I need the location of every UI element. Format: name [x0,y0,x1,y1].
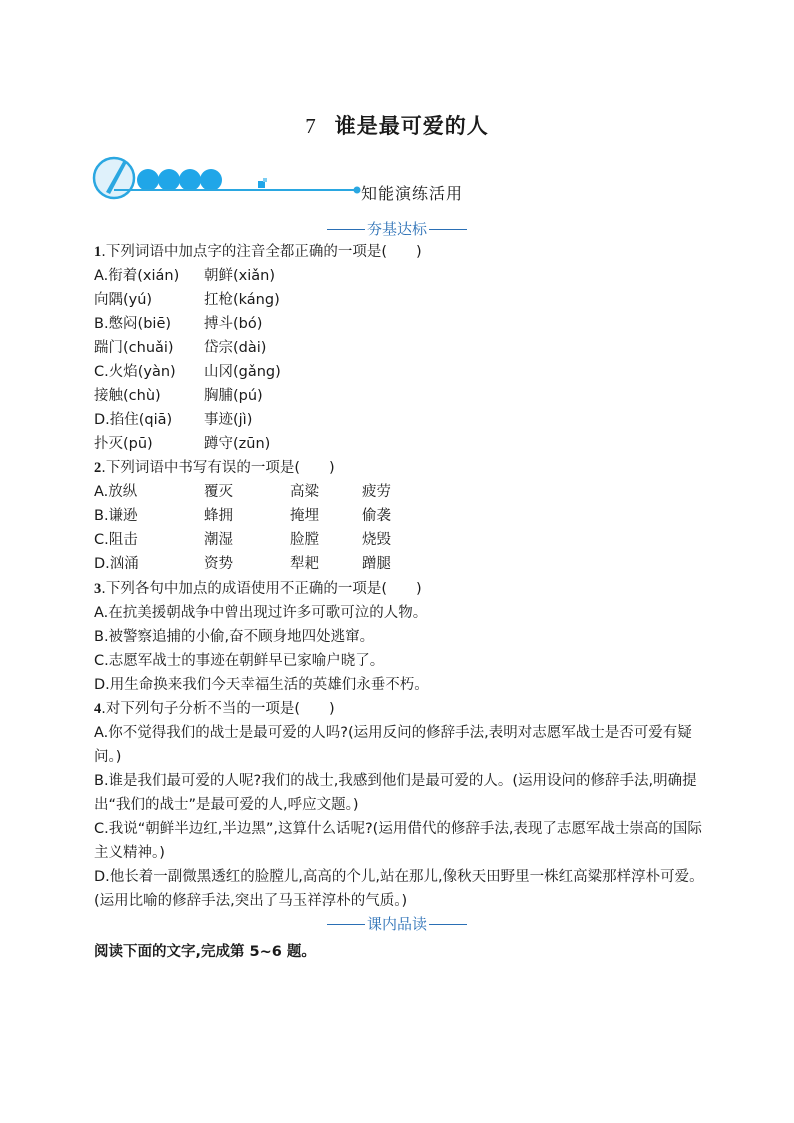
reading-instructions: 阅读下面的文字,完成第 5~6 题。 [94,944,316,960]
lesson-number: 7 [305,114,317,138]
banner-square-1 [258,181,265,188]
section-heading-1: 夯基达标 [0,218,794,239]
q3-option-d: D.用生命换来我们今天幸福生活的英雄们永垂不朽。 [94,677,429,693]
q4-option-d: D.他长着一副微黑透红的脸膛儿,高高的个儿,站在那儿,像秋天田野里一株红高粱那样淳朴可爱。(运用比喻的修辞手法,突出了马玉祥淳朴的气质。) [94,869,704,909]
q4-option-a: A.你不觉得我们的战士是最可爱的人吗?(运用反问的修辞手法,表明对志愿军战士是否可爱有疑问。) [94,725,692,765]
lesson-title [0,110,794,140]
question-4-stem: 4.对下列句子分析不当的一项是( ) [94,701,335,717]
question-3-stem: 3.下列各句中加点的成语使用不正确的一项是( ) [94,581,422,597]
section-heading-2: 课内品读 [0,913,794,934]
q4-option-c: C.我说“朝鲜半边红,半边黑”,这算什么话呢?(运用借代的修辞手法,表现了志愿军战士崇高的国际主义精神。) [94,821,702,861]
question-2-stem: 2.下列词语中书写有误的一项是( ) [94,460,335,476]
banner-dot-1 [137,169,159,191]
lesson-title-text: 谁是最可爱的人 [334,114,489,138]
q3-option-c: C.志愿军战士的事迹在朝鲜早已家喻户晓了。 [94,653,385,669]
banner-dot-2 [158,169,180,191]
banner-rule-end [354,187,361,194]
banner-dot-4 [200,169,222,191]
banner-square-2 [263,178,267,182]
q3-option-a: A.在抗美援朝战争中曾出现过许多可歌可泣的人物。 [94,605,428,621]
q3-option-b: B.被警察追捕的小偷,奋不顾身地四处逃窜。 [94,629,375,645]
banner-label: 知能演练活用 [361,184,464,203]
banner-dot-3 [179,169,201,191]
question-1-stem: 1.下列词语中加点字的注音全都正确的一项是( ) [94,244,422,260]
q4-option-b: B.谁是我们最可爱的人呢?我们的战士,我感到他们是最可爱的人。(运用设问的修辞手法,明确提出“我们的战士”是最可爱的人,呼应文题。) [94,773,697,813]
